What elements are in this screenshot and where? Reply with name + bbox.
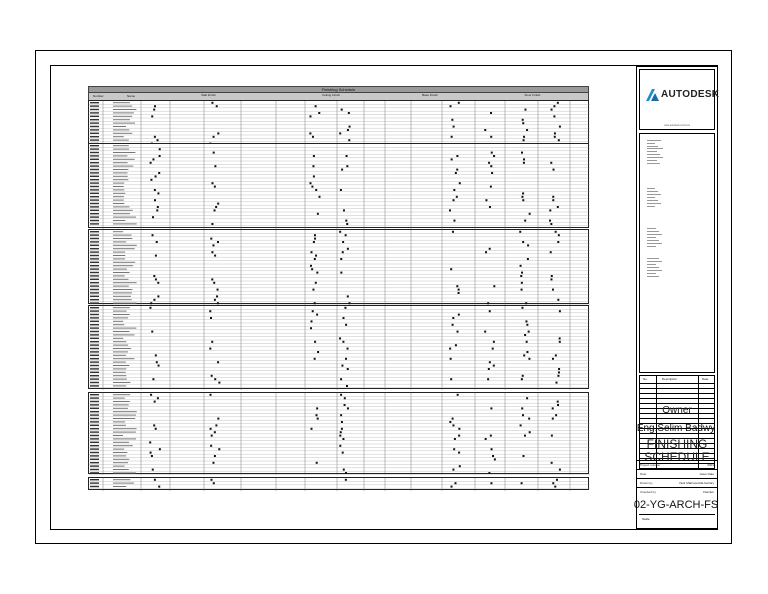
note-line bbox=[647, 197, 655, 198]
note-line bbox=[647, 200, 658, 201]
note-line bbox=[647, 240, 659, 241]
header-number: Number bbox=[93, 94, 104, 98]
logo-panel bbox=[639, 69, 720, 130]
schedule-group-6 bbox=[88, 477, 589, 490]
note-line bbox=[647, 157, 663, 158]
schedule-grid bbox=[89, 393, 590, 475]
note-line bbox=[647, 228, 656, 229]
schedule-group-2 bbox=[88, 143, 589, 228]
note-line bbox=[647, 237, 656, 238]
revision-row bbox=[640, 393, 714, 394]
notes-panel bbox=[639, 133, 715, 373]
revision-row bbox=[640, 388, 714, 389]
header-ceiling-finish: Ceiling Finish bbox=[321, 93, 340, 97]
note-line bbox=[647, 143, 655, 144]
autodesk-logo-icon bbox=[646, 89, 659, 101]
sheet-number: 02-YG-ARCH-FS bbox=[633, 499, 719, 511]
note-line bbox=[647, 160, 657, 161]
sheet-title-line2: SCHEDULE bbox=[644, 450, 710, 464]
schedule-group-4 bbox=[88, 305, 589, 389]
rev-col-no: No. bbox=[643, 377, 648, 381]
schedule-grid bbox=[89, 230, 590, 305]
schedule-group-5 bbox=[88, 392, 589, 474]
note-line bbox=[647, 243, 662, 244]
owner-label: Owner bbox=[662, 405, 692, 416]
meta-date: Date Issue Date bbox=[637, 469, 717, 479]
revision-header bbox=[640, 376, 714, 384]
note-line bbox=[647, 148, 663, 149]
note-line bbox=[647, 276, 659, 277]
scale-field bbox=[639, 514, 715, 529]
note-line bbox=[647, 203, 661, 204]
revision-row bbox=[640, 418, 714, 419]
rev-col-description: Description bbox=[662, 377, 678, 381]
schedule-grid bbox=[89, 144, 590, 229]
note-line bbox=[647, 140, 661, 141]
note-line bbox=[647, 194, 661, 195]
note-line bbox=[647, 206, 655, 207]
header-base-finish: Base Finish bbox=[422, 93, 438, 97]
note-line bbox=[647, 146, 658, 147]
meta-project-number: Project number 0001 bbox=[637, 460, 717, 470]
schedule-group-3 bbox=[88, 229, 589, 304]
note-line bbox=[647, 234, 662, 235]
note-line bbox=[647, 267, 659, 268]
note-line bbox=[647, 261, 662, 262]
note-line bbox=[647, 273, 656, 274]
header-floor-finish: Floor Finish bbox=[524, 93, 541, 97]
finishing-schedule-table bbox=[88, 86, 589, 101]
meta-checked-by: Checked by Checker bbox=[637, 487, 717, 497]
scale-label: Scale bbox=[642, 517, 650, 521]
note-line bbox=[647, 264, 656, 265]
note-line bbox=[647, 191, 658, 192]
logo-caption: www.autodesk.com/revit bbox=[664, 124, 690, 127]
schedule-title: Finishing Schedule bbox=[88, 86, 589, 93]
note-line bbox=[647, 151, 657, 152]
revision-row bbox=[640, 398, 714, 399]
note-line bbox=[647, 188, 655, 189]
schedule-grid bbox=[89, 306, 590, 390]
title-block bbox=[633, 66, 720, 529]
brand-name: AUTODESK bbox=[661, 89, 720, 100]
sheet-title-line1: FINISHING bbox=[646, 437, 708, 451]
note-line bbox=[647, 154, 660, 155]
note-line bbox=[647, 231, 659, 232]
note-line bbox=[647, 258, 659, 259]
engineer-name: Eng.Selim Badwy bbox=[636, 423, 716, 434]
note-line bbox=[647, 163, 660, 164]
rev-col-date: Date bbox=[702, 377, 709, 381]
header-wall-finish: Wall Finish bbox=[201, 93, 216, 97]
meta-drawn-by: Drawn by Yasir Mahmoud El-Gohary bbox=[637, 478, 717, 488]
schedule-grid bbox=[89, 478, 590, 491]
revision-row bbox=[640, 403, 714, 404]
header-name: Name bbox=[127, 94, 136, 98]
note-line bbox=[647, 246, 656, 247]
schedule-group-1 bbox=[88, 100, 589, 149]
note-line bbox=[647, 270, 662, 271]
